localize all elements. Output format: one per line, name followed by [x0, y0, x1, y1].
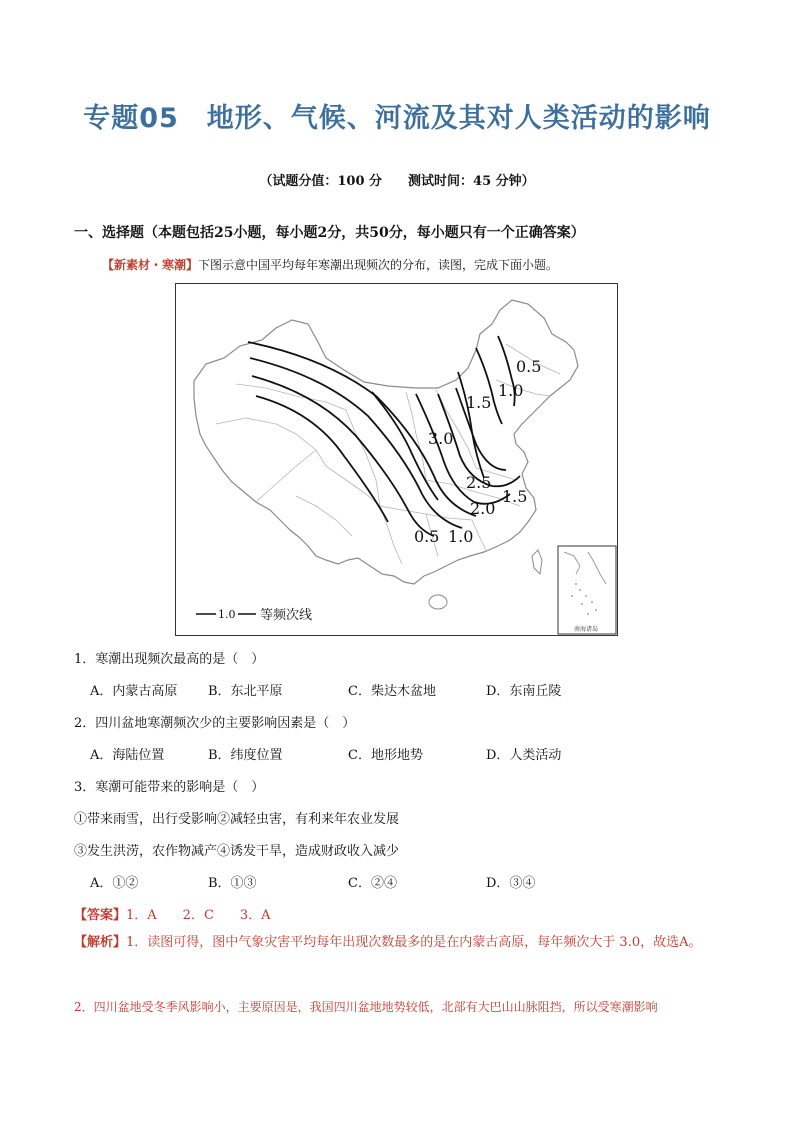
q1-option-b: B．东北平原: [208, 684, 283, 699]
legend-label: 等频次线: [260, 608, 313, 623]
contour-label: 1.5: [502, 487, 528, 506]
south-china-sea-inset: [558, 546, 616, 634]
analysis-paragraph: [74, 928, 724, 958]
question-3-stem: 3．寒潮可能带来的影响是（ ）: [74, 780, 265, 795]
taiwan-island: [532, 550, 542, 574]
answer-text: 1．A 2．C 3．A: [126, 908, 271, 923]
analysis-paragraph-2: 2．四川盆地受冬季风影响小，主要原因是，我国四川盆地地势较低，北部有大巴山山脉阻挡，所以受寒潮影响: [74, 1000, 658, 1014]
cold-wave-map: [175, 283, 618, 636]
china-map-figure: [176, 284, 617, 635]
q1-option-c: C．柴达木盆地: [348, 684, 436, 699]
q1-option-a: A．内蒙古高原: [90, 684, 178, 699]
q3-option-c: C．②④: [348, 876, 397, 891]
inset-label: 南海诸岛: [573, 626, 599, 633]
analysis-label: 【解析】: [74, 935, 127, 950]
q3-statement-2: ③发生洪涝，农作物减产④诱发干旱，造成财政收入减少: [74, 844, 400, 859]
intro-text: 下图示意中国平均每年寒潮出现频次的分布，读图，完成下面小题。: [198, 258, 559, 272]
contour-label: 0.5: [516, 357, 542, 376]
q3-option-a: A．①②: [90, 876, 139, 891]
legend-value: 1.0: [218, 608, 236, 621]
q1-option-d: D．东南丘陵: [486, 684, 562, 699]
province-lines: [216, 344, 560, 564]
test-info: （试题分值：100 分 测试时间：45 分钟）: [259, 174, 535, 189]
q2-option-c: C．地形地势: [348, 748, 423, 763]
question-1-stem: 1．寒潮出现频次最高的是（ ）: [74, 652, 265, 667]
contour-label: 2.0: [470, 499, 496, 518]
question-2-stem: 2．四川盆地寒潮频次少的主要影响因素是（ ）: [74, 716, 356, 731]
q3-option-b: B．①③: [208, 876, 257, 891]
section-header: 一、选择题（本题包括25小题，每小题2分，共50分，每小题只有一个正确答案）: [74, 225, 585, 241]
page-title: 专题05 地形、气候、河流及其对人类活动的影响: [83, 103, 711, 134]
answer-label: 【答案】: [74, 908, 127, 923]
q2-option-d: D．人类活动: [486, 748, 562, 763]
q2-option-a: A．海陆位置: [90, 748, 165, 763]
material-tag: 【新素材・寒潮】: [102, 258, 199, 272]
contour-label: 3.0: [428, 429, 454, 448]
contour-label: 1.0: [498, 381, 524, 400]
hainan-island: [429, 595, 447, 609]
q3-option-d: D．③④: [486, 876, 536, 891]
contour-label: 1.0: [448, 527, 474, 546]
map-legend: [196, 607, 312, 623]
question-intro: [102, 256, 558, 273]
contour-label: 0.5: [414, 527, 440, 546]
q2-option-b: B．纬度位置: [208, 748, 283, 763]
contour-labels: [414, 357, 541, 546]
analysis-text: 1．读图可得，图中气象灾害平均每年出现次数最多的是在内蒙古高原，每年频次大于 3.0，故选A。: [126, 935, 702, 950]
answer-line: [74, 904, 271, 923]
contour-label: 2.5: [466, 473, 492, 492]
contour-label: 1.5: [466, 393, 492, 412]
q3-statement-1: ①带来雨雪，出行受影响②减轻虫害，有利来年农业发展: [74, 812, 400, 827]
